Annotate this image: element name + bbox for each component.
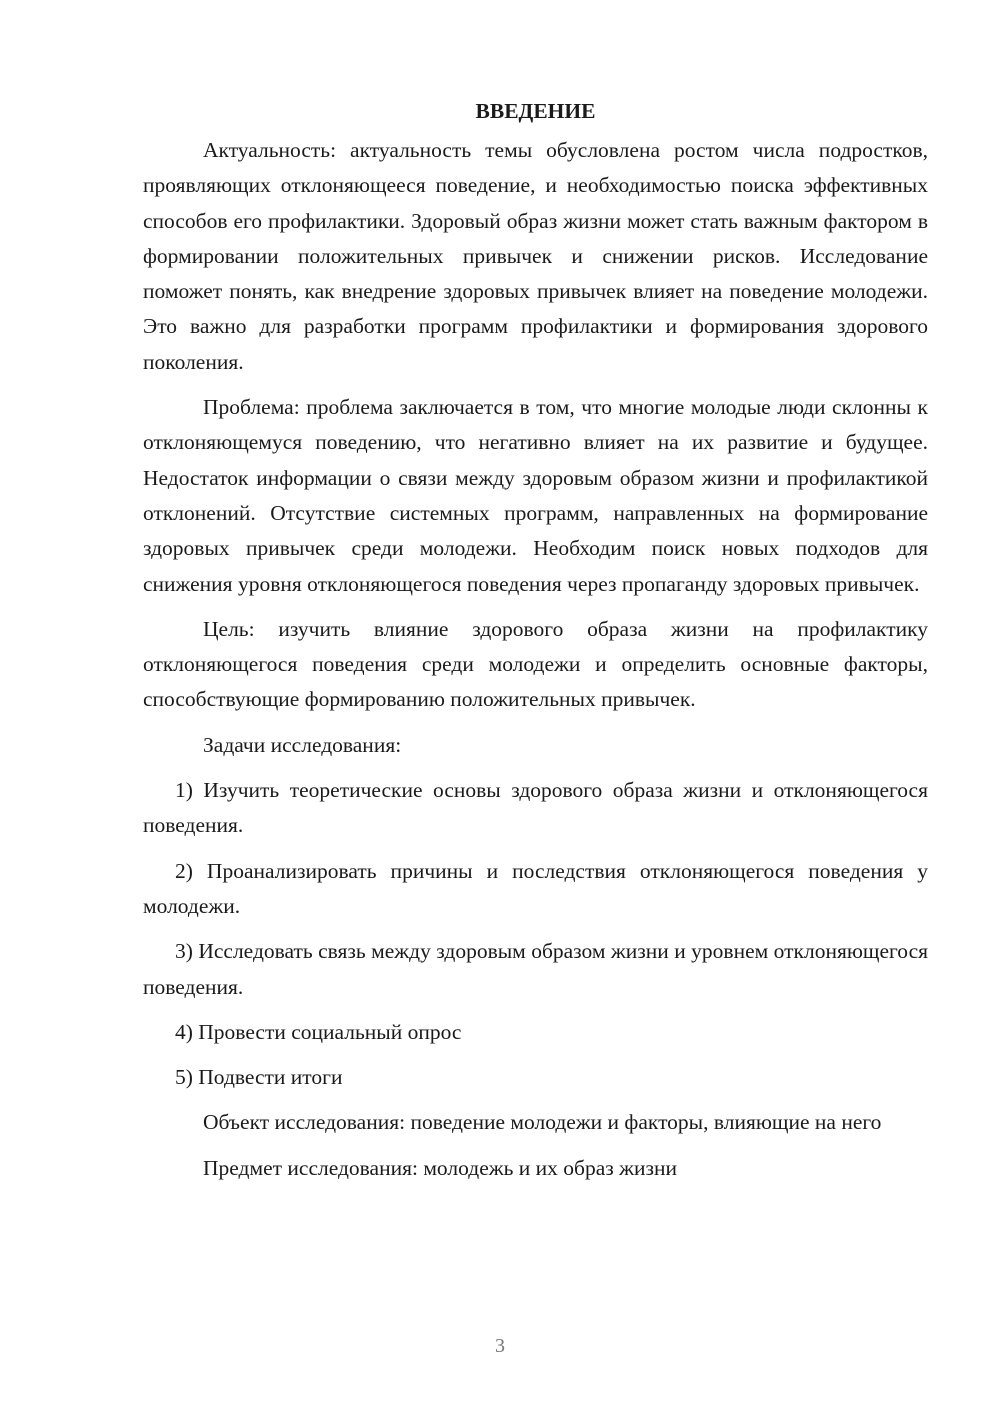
document-body: [143, 96, 928, 1186]
goal-paragraph: Цель: изучить влияние здорового образа жизни на профилактику отклоняющегося поведения среди молодежи и определить основные факторы, способствующие формированию положительных привычек.: [143, 616, 928, 712]
task-item-2: 2) Проанализировать причины и последствия отклоняющегося поведения у молодежи.: [143, 858, 928, 918]
page-number: 3: [495, 1335, 505, 1357]
problem-paragraph: Проблема: проблема заключается в том, что многие молодые люди склонны к отклоняющемуся поведению, что негативно влияет на их развитие и будущее. Недостаток информации о связи между здоровым образом жизни и профилактикой отклонений. Отсутствие системных программ, направленных на формирование здоровых привычек среди молодежи. Необходим поиск новых подходов для снижения уровня отклоняющегося поведения через пропаганду здоровых привычек.: [143, 395, 928, 596]
object-paragraph: Объект исследования: поведение молодежи и факторы, влияющие на него: [203, 1110, 882, 1135]
task-item-3: 3) Исследовать связь между здоровым образом жизни и уровнем отклоняющегося поведения.: [143, 939, 928, 999]
task-item-4: 4) Провести социальный опрос: [175, 1019, 462, 1044]
tasks-heading: Задачи исследования:: [203, 732, 402, 757]
task-item-1: 1) Изучить теоретические основы здорового образа жизни и отклоняющегося поведения.: [143, 778, 928, 838]
page-title: ВВЕДЕНИЕ: [475, 99, 596, 123]
task-item-5: 5) Подвести итоги: [175, 1065, 343, 1090]
relevance-paragraph: Актуальность: актуальность темы обусловлена ростом числа подростков, проявляющих отклоняющееся поведение, и необходимостью поиска эффективных способов его профилактики. Здоровый образ жизни может стать важным фактором в формировании положительных привычек и снижении рисков. Исследование поможет понять, как внедрение здоровых привычек влияет на поведение молодежи. Это важно для разработки программ профилактики и формирования здорового поколения.: [143, 138, 928, 374]
subject-paragraph: Предмет исследования: молодежь и их образ жизни: [203, 1155, 677, 1180]
